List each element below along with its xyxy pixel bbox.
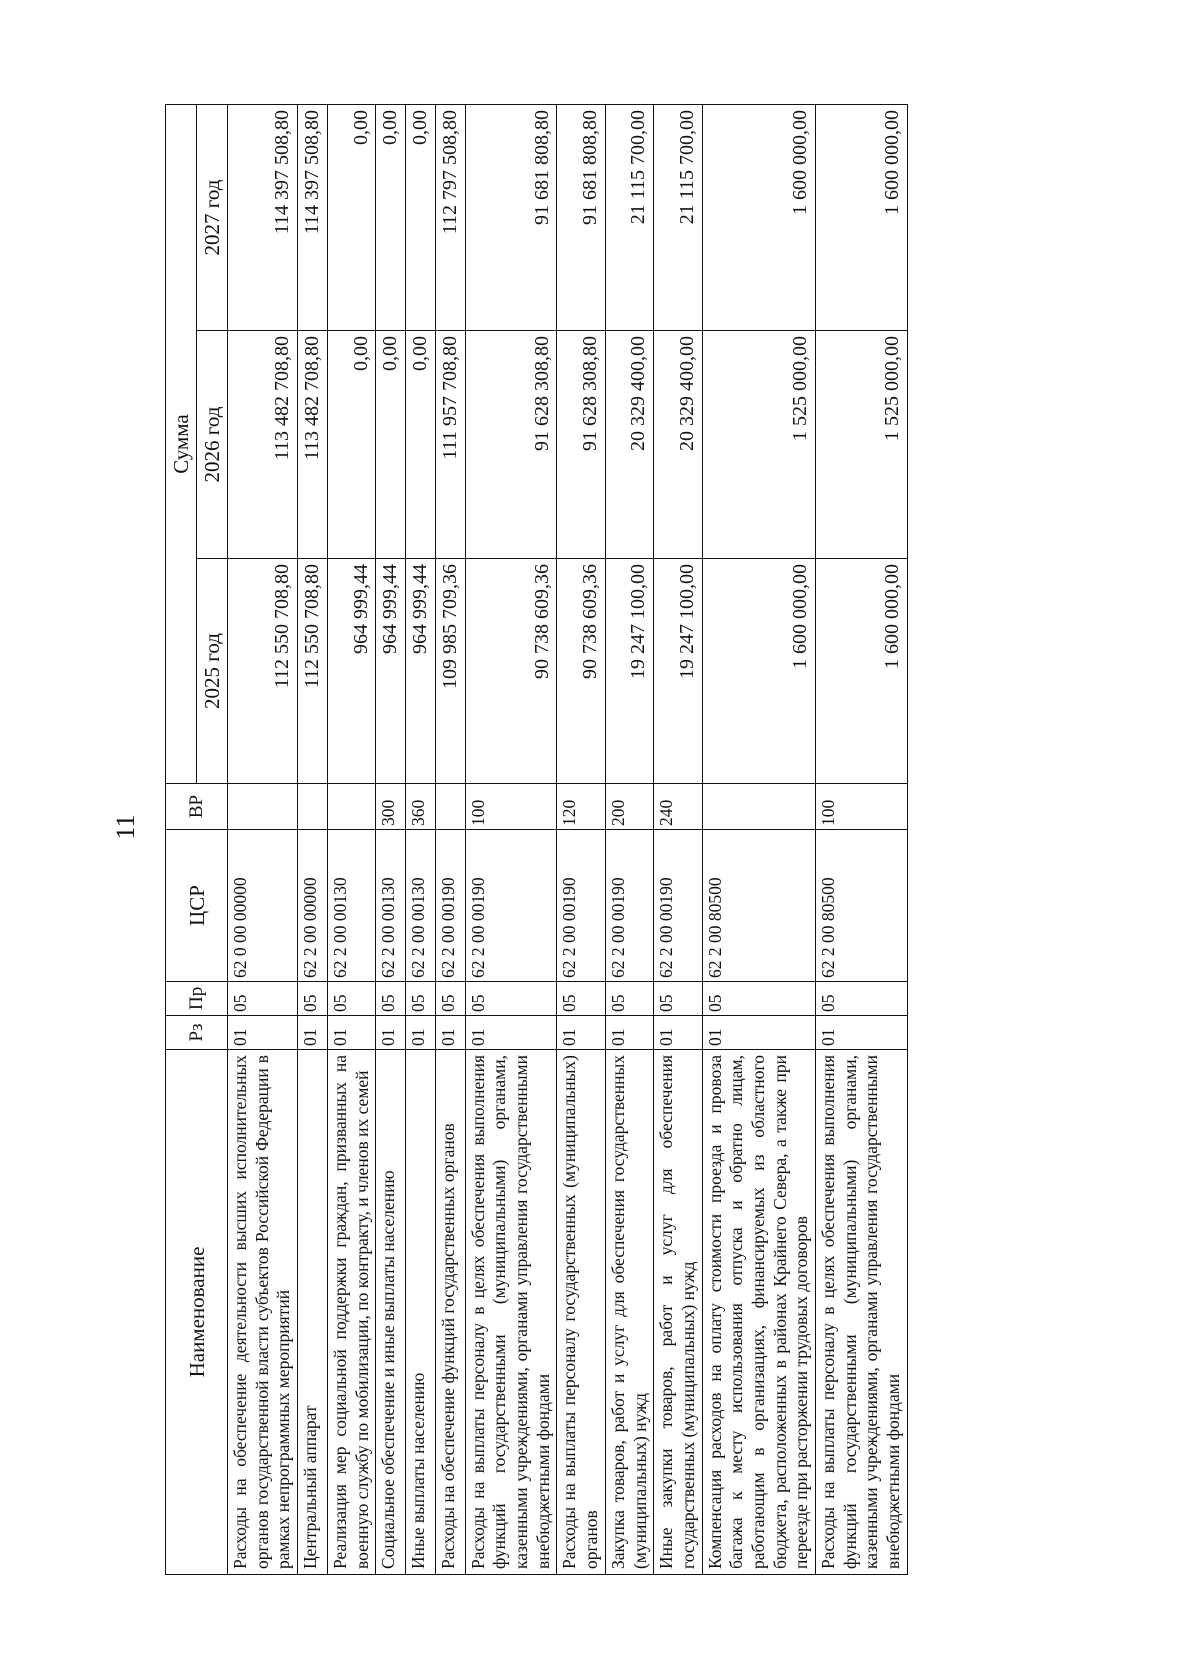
row-2025: 964 999,44: [406, 559, 436, 784]
row-2025: 1 600 000,00: [816, 559, 908, 784]
row-2025: 90 738 609,36: [557, 559, 605, 784]
row-name: Компенсация расходов на оплату стоимости проезда и провоза багажа к месту использования отпуска и обратно лицам, работающим в организациях, финансируемых из областного бюджета, расположенных в районах Крайнего Севера, а также при переезде при расторжении трудовых договоров: [702, 1050, 815, 1575]
row-pr: 05: [654, 982, 702, 1016]
row-csr: 62 2 00 80500: [816, 830, 908, 982]
row-vr: 120: [557, 784, 605, 830]
row-csr: 62 0 00 00000: [228, 830, 298, 982]
row-2027: 112 797 508,80: [435, 104, 465, 330]
row-name: Расходы на выплаты персоналу в целях обеспечения выполнения функций государственными (муниципальными) органами, казенными учреждениями, органами управления государственными внебюджетными фондами: [465, 1050, 557, 1575]
row-pr: 05: [557, 982, 605, 1016]
row-2027: 1 600 000,00: [816, 104, 908, 330]
page-number: 11: [111, 814, 140, 840]
row-2026: 0,00: [327, 331, 375, 559]
row-name: Расходы на обеспечение деятельности высших исполнительных органов государственной власти субъектов Российской Федерации в рамках непрограммных мероприятий: [228, 1050, 298, 1575]
row-rz: 01: [435, 1016, 465, 1050]
table-row: [654, 104, 702, 1574]
row-name: Расходы на выплаты персоналу государственных (муниципальных) органов: [557, 1050, 605, 1575]
col-header-pr: Пр: [166, 982, 228, 1016]
header-row-1: [166, 104, 197, 1574]
table-row: [557, 104, 605, 1574]
row-2026: 113 482 708,80: [228, 331, 298, 559]
table-row: [327, 104, 375, 1574]
row-pr: 05: [298, 982, 328, 1016]
row-2025: 112 550 708,80: [298, 559, 328, 784]
col-header-name: Наименование: [166, 1050, 228, 1575]
row-2025: 1 600 000,00: [702, 559, 815, 784]
row-csr: 62 2 00 00130: [406, 830, 436, 982]
row-2025: 19 247 100,00: [605, 559, 653, 784]
table-row: [702, 104, 815, 1574]
row-vr: [702, 784, 815, 830]
col-header-vr: ВР: [166, 784, 228, 830]
row-2026: 20 329 400,00: [605, 331, 653, 559]
row-pr: 05: [435, 982, 465, 1016]
row-csr: 62 2 00 00000: [298, 830, 328, 982]
row-2026: 1 525 000,00: [816, 331, 908, 559]
row-csr: 62 2 00 00190: [654, 830, 702, 982]
row-rz: 01: [298, 1016, 328, 1050]
row-pr: 05: [228, 982, 298, 1016]
row-2027: 114 397 508,80: [298, 104, 328, 330]
table-row: [605, 104, 653, 1574]
row-vr: 200: [605, 784, 653, 830]
row-2027: 114 397 508,80: [228, 104, 298, 330]
row-vr: 100: [816, 784, 908, 830]
row-2026: 1 525 000,00: [702, 331, 815, 559]
row-2027: 21 115 700,00: [654, 104, 702, 330]
row-vr: [327, 784, 375, 830]
table-row: [465, 104, 557, 1574]
row-name: Иные выплаты населению: [406, 1050, 436, 1575]
row-2026: 113 482 708,80: [298, 331, 328, 559]
table-row: [228, 104, 298, 1574]
row-csr: 62 2 00 00190: [465, 830, 557, 982]
table-row: [406, 104, 436, 1574]
col-header-2027: 2027 год: [197, 104, 228, 330]
row-2026: 91 628 308,80: [465, 331, 557, 559]
row-csr: 62 2 00 00190: [557, 830, 605, 982]
row-rz: 01: [228, 1016, 298, 1050]
row-name: Закупка товаров, работ и услуг для обеспечения государственных (муниципальных) нужд: [605, 1050, 653, 1575]
row-2027: 91 681 808,80: [465, 104, 557, 330]
row-vr: 360: [406, 784, 436, 830]
row-name: Расходы на обеспечение функций государственных органов: [435, 1050, 465, 1575]
row-2027: 91 681 808,80: [557, 104, 605, 330]
row-2027: 0,00: [327, 104, 375, 330]
row-name: Центральный аппарат: [298, 1050, 328, 1575]
table-row: [435, 104, 465, 1574]
col-header-csr: ЦСР: [166, 830, 228, 982]
row-vr: [435, 784, 465, 830]
row-2025: 964 999,44: [376, 559, 406, 784]
row-2027: 0,00: [376, 104, 406, 330]
col-header-sum: Сумма: [166, 104, 197, 783]
row-pr: 05: [702, 982, 815, 1016]
rotated-table-container: [165, 105, 1085, 1575]
row-vr: 300: [376, 784, 406, 830]
row-rz: 01: [376, 1016, 406, 1050]
row-2025: 109 985 709,36: [435, 559, 465, 784]
row-rz: 01: [557, 1016, 605, 1050]
row-2027: 0,00: [406, 104, 436, 330]
row-2025: 90 738 609,36: [465, 559, 557, 784]
row-2025: 112 550 708,80: [228, 559, 298, 784]
row-vr: 100: [465, 784, 557, 830]
table-row: [816, 104, 908, 1574]
col-header-2025: 2025 год: [197, 559, 228, 784]
budget-table: [165, 104, 908, 1575]
row-name: Расходы на выплаты персоналу в целях обеспечения выполнения функций государственными (муниципальными) органами, казенными учреждениями, органами управления государственными внебюджетными фондами: [816, 1050, 908, 1575]
col-header-2026: 2026 год: [197, 331, 228, 559]
row-rz: 01: [406, 1016, 436, 1050]
row-2025: 964 999,44: [327, 559, 375, 784]
row-rz: 01: [816, 1016, 908, 1050]
row-2026: 0,00: [406, 331, 436, 559]
row-vr: [298, 784, 328, 830]
row-pr: 05: [465, 982, 557, 1016]
row-csr: 62 2 00 00130: [376, 830, 406, 982]
row-name: Социальное обеспечение и иные выплаты населению: [376, 1050, 406, 1575]
row-pr: 05: [406, 982, 436, 1016]
row-csr: 62 2 00 00130: [327, 830, 375, 982]
row-pr: 05: [376, 982, 406, 1016]
row-2026: 0,00: [376, 331, 406, 559]
row-rz: 01: [702, 1016, 815, 1050]
table-row: [298, 104, 328, 1574]
row-pr: 05: [327, 982, 375, 1016]
row-vr: [228, 784, 298, 830]
row-2025: 19 247 100,00: [654, 559, 702, 784]
row-name: Реализация мер социальной поддержки граждан, призванных на военную службу по мобилизации, по контракту, и членов их семей: [327, 1050, 375, 1575]
row-vr: 240: [654, 784, 702, 830]
row-name: Иные закупки товаров, работ и услуг для обеспечения государственных (муниципальных) нужд: [654, 1050, 702, 1575]
table-row: [376, 104, 406, 1574]
row-pr: 05: [605, 982, 653, 1016]
row-2027: 21 115 700,00: [605, 104, 653, 330]
row-2026: 20 329 400,00: [654, 331, 702, 559]
row-csr: 62 2 00 00190: [605, 830, 653, 982]
col-header-rz: Рз: [166, 1016, 228, 1050]
row-rz: 01: [327, 1016, 375, 1050]
row-rz: 01: [605, 1016, 653, 1050]
row-2027: 1 600 000,00: [702, 104, 815, 330]
row-2026: 111 957 708,80: [435, 331, 465, 559]
row-rz: 01: [465, 1016, 557, 1050]
row-csr: 62 2 00 80500: [702, 830, 815, 982]
row-2026: 91 628 308,80: [557, 331, 605, 559]
row-pr: 05: [816, 982, 908, 1016]
row-rz: 01: [654, 1016, 702, 1050]
row-csr: 62 2 00 00190: [435, 830, 465, 982]
